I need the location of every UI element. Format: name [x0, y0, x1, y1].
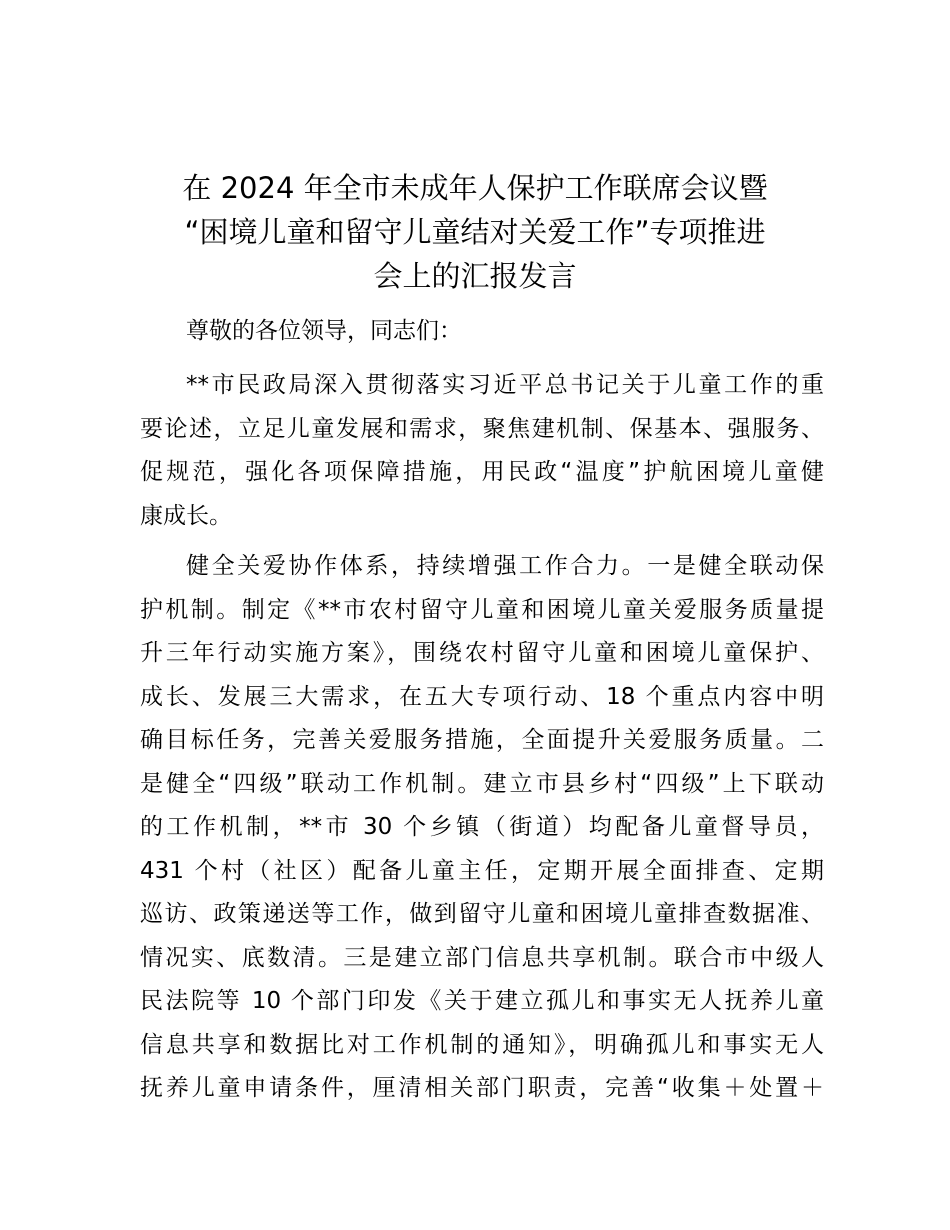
salutation-text: 尊敬的各位领导，同志们： — [186, 318, 462, 344]
paragraph-line: 信息共享和数据比对工作机制的通知》，明确孤儿和事实无人 — [140, 1031, 824, 1058]
document-title — [100, 166, 850, 298]
paragraph-line: **市民政局深入贯彻落实习近平总书记关于儿童工作的重 — [186, 372, 824, 398]
title-line: 在 2024 年全市未成年人保护工作联席会议暨 — [182, 171, 768, 205]
paragraph-line: 的工作机制，**市 30 个乡镇（街道）均配备儿童督导员， — [140, 814, 824, 840]
paragraph-line: 健全关爱协作体系，持续增强工作合力。一是健全联动保 — [186, 553, 824, 579]
paragraph-line: 促规范，强化各项保障措施，用民政“温度”护航困境儿童健 — [140, 459, 824, 485]
paragraph-line: 情况实、底数清。三是建立部门信息共享机制。联合市中级人 — [140, 944, 824, 971]
paragraph-line: 康成长。 — [140, 502, 232, 529]
title-line: “困境儿童和留守儿童结对关爱工作”专项推进 — [184, 215, 766, 249]
paragraph-intro — [140, 364, 824, 538]
salutation — [140, 310, 824, 354]
paragraph-line: 抚养儿童申请条件，厘清相关部门职责，完善“收集＋处置＋ — [140, 1075, 824, 1101]
paragraph-care-system — [140, 545, 824, 1111]
paragraph-line: 是健全“四级”联动工作机制。建立市县乡村“四级”上下联动 — [140, 770, 824, 797]
paragraph-line: 民法院等 10 个部门印发《关于建立孤儿和事实无人抚养儿童 — [140, 988, 824, 1014]
paragraph-line: 要论述，立足儿童发展和需求，聚焦建机制、保基本、强服务、 — [140, 415, 824, 442]
paragraph-line: 成长、发展三大需求，在五大专项行动、18 个重点内容中明 — [140, 683, 824, 710]
paragraph-line: 确目标任务，完善关爱服务措施，全面提升关爱服务质量。二 — [140, 727, 824, 753]
paragraph-line: 护机制。制定《**市农村留守儿童和困境儿童关爱服务质量提 — [140, 596, 824, 623]
title-line: 会上的汇报发言 — [373, 259, 577, 293]
paragraph-line: 升三年行动实施方案》，围绕农村留守儿童和困境儿童保护、 — [140, 640, 824, 666]
paragraph-line: 巡访、政策递送等工作，做到留守儿童和困境儿童排查数据准、 — [140, 901, 824, 927]
paragraph-line: 431 个村（社区）配备儿童主任，定期开展全面排查、定期 — [140, 857, 824, 884]
